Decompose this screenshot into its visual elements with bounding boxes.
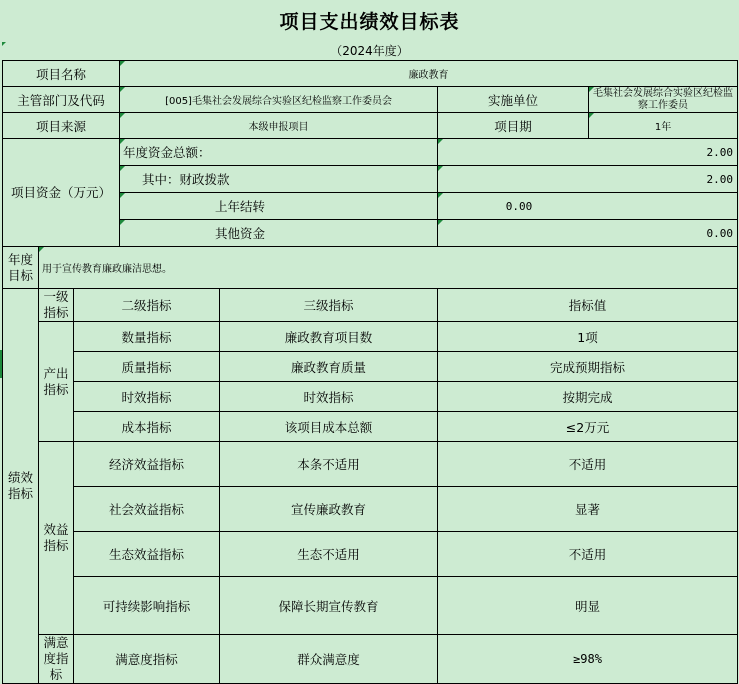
year-label: （2024年度） xyxy=(330,44,409,58)
fund-carry-label: 上年结转 xyxy=(120,193,438,220)
fund-total-value[interactable]: 2.00 xyxy=(438,139,738,166)
benefit-l2: 社会效益指标 xyxy=(74,487,220,532)
satisfaction-value[interactable]: ≥98% xyxy=(438,635,738,684)
benefit-l3[interactable]: 宣传廉政教育 xyxy=(220,487,438,532)
output-value[interactable]: ≤2万元 xyxy=(438,412,738,442)
benefit-indicator-label: 效益指标 xyxy=(39,442,74,635)
perf-indicator-label: 绩效指标 xyxy=(3,289,39,684)
source-value[interactable]: 本级申报项目 xyxy=(120,113,438,139)
annual-goal-value[interactable]: 用于宣传教育廉政廉洁思想。 xyxy=(39,247,738,289)
fund-carry-value[interactable]: 0.00 xyxy=(438,193,738,220)
output-l3[interactable]: 时效指标 xyxy=(220,382,438,412)
benefit-l2: 经济效益指标 xyxy=(74,442,220,487)
output-value[interactable]: 1项 xyxy=(438,322,738,352)
output-l3[interactable]: 廉政教育质量 xyxy=(220,352,438,382)
fund-label: 项目资金（万元） xyxy=(3,139,120,247)
satisfaction-l2: 满意度指标 xyxy=(74,635,220,684)
benefit-value[interactable]: 不适用 xyxy=(438,442,738,487)
project-name-label: 项目名称 xyxy=(3,61,120,87)
fund-other-label: 其他资金 xyxy=(120,220,438,247)
fund-total-label: 年度资金总额： xyxy=(120,139,438,166)
col-header-level2: 二级指标 xyxy=(74,289,220,322)
output-l2: 时效指标 xyxy=(74,382,220,412)
dept-value[interactable]: [005]毛集社会发展综合实验区纪检监察工作委员会 xyxy=(120,87,438,113)
output-l3[interactable]: 廉政教育项目数 xyxy=(220,322,438,352)
output-l2: 质量指标 xyxy=(74,352,220,382)
benefit-l2: 生态效益指标 xyxy=(74,532,220,577)
impl-unit-value[interactable]: 毛集社会发展综合实验区纪检监察工作委员 xyxy=(589,87,738,113)
benefit-value[interactable]: 显著 xyxy=(438,487,738,532)
impl-unit-label: 实施单位 xyxy=(438,87,589,113)
fund-other-value[interactable]: 0.00 xyxy=(438,220,738,247)
col-header-value: 指标值 xyxy=(438,289,738,322)
output-l3[interactable]: 该项目成本总额 xyxy=(220,412,438,442)
satisfaction-indicator-label: 满意度指标 xyxy=(39,635,74,684)
benefit-l3[interactable]: 保障长期宣传教育 xyxy=(220,577,438,635)
project-name-value[interactable]: 廉政教育 xyxy=(120,61,738,87)
output-l2: 成本指标 xyxy=(74,412,220,442)
output-value[interactable]: 按期完成 xyxy=(438,382,738,412)
output-value[interactable]: 完成预期指标 xyxy=(438,352,738,382)
satisfaction-l3[interactable]: 群众满意度 xyxy=(220,635,438,684)
period-value[interactable]: 1年 xyxy=(589,113,738,139)
performance-table xyxy=(2,60,738,684)
benefit-value[interactable]: 明显 xyxy=(438,577,738,635)
fund-fiscal-value[interactable]: 2.00 xyxy=(438,166,738,193)
period-label: 项目期 xyxy=(438,113,589,139)
benefit-l3[interactable]: 本条不适用 xyxy=(220,442,438,487)
source-label: 项目来源 xyxy=(3,113,120,139)
fund-fiscal-label: 其中：财政拨款 xyxy=(120,166,438,193)
output-l2: 数量指标 xyxy=(74,322,220,352)
benefit-l3[interactable]: 生态不适用 xyxy=(220,532,438,577)
annual-goal-label: 年度目标 xyxy=(3,247,39,289)
col-header-level1: 一级指标 xyxy=(39,289,74,322)
benefit-value[interactable]: 不适用 xyxy=(438,532,738,577)
output-indicator-label: 产出指标 xyxy=(39,322,74,442)
dept-label: 主管部门及代码 xyxy=(3,87,120,113)
col-header-level3: 三级指标 xyxy=(220,289,438,322)
benefit-l2: 可持续影响指标 xyxy=(74,577,220,635)
page-title: 项目支出绩效目标表 xyxy=(279,11,460,33)
cell-marker-icon xyxy=(2,42,6,46)
